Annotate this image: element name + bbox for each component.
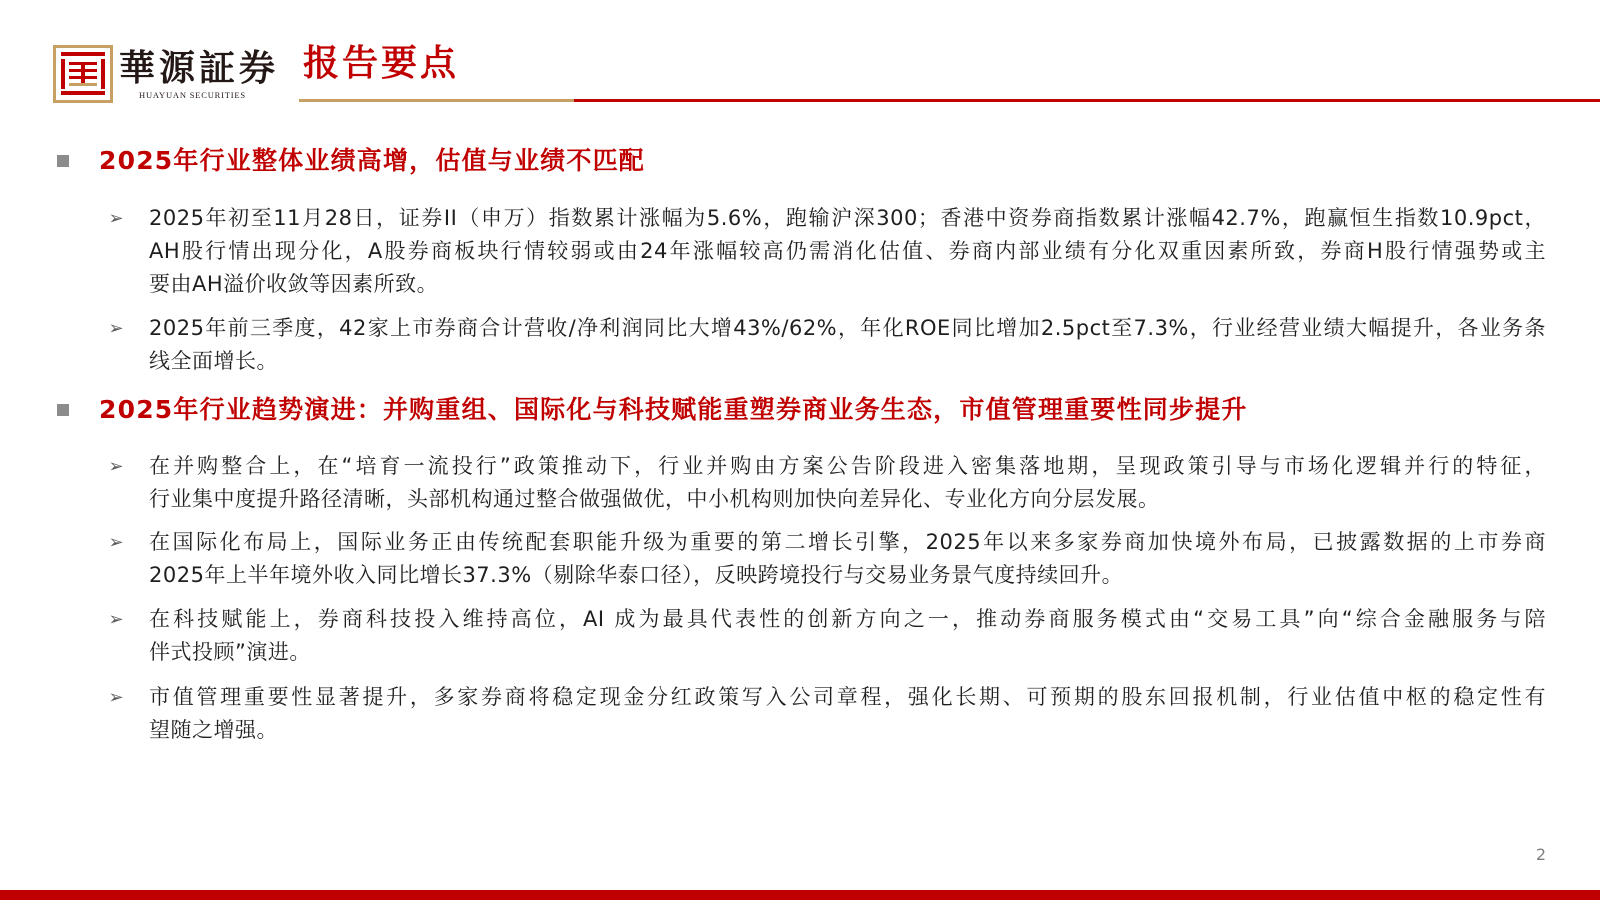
arrow-bullet-icon [104,681,128,714]
arrow-bullet-icon [104,450,128,483]
page-number: 2 [1535,845,1546,864]
header-divider-red [574,99,1600,102]
bullet-point [149,202,1546,301]
header-divider-gold [299,99,574,102]
bullet-line: 在科技赋能上，券商科技投入维持高位，AI 成为最具代表性的创新方向之一，推动券商服务模式由“交易工具”向“综合金融服务与陪 [149,606,1546,631]
bullet-line: 2025年上半年境外收入同比增长37.3%（剔除华泰口径），反映跨境投行与交易业务景气度持续回升。 [149,562,1124,587]
bullet-line: 望随之增强。 [149,717,278,742]
arrow-bullet-icon [104,202,128,235]
bullet-line: 伴式投顾”演进。 [149,639,311,664]
bullet-line: AH股行情出现分化，A股券商板块行情较弱或由24年涨幅较高仍需消化估值、券商内部业绩有分化双重因素所致，券商H股行情强势或主 [149,238,1546,263]
bullet-point [149,681,1546,747]
bullet-line: 2025年前三季度，42家上市券商合计营收/净利润同比大增43%/62%，年化ROE同比增加2.5pct至7.3%，行业经营业绩大幅提升，各业务条 [149,315,1546,340]
section-heading: 2025年行业整体业绩高增，估值与业绩不匹配 [99,146,645,175]
bullet-line: 在国际化布局上，国际业务正由传统配套职能升级为重要的第二增长引擎，2025年以来多家券商加快境外布局，已披露数据的上市券商 [149,529,1546,554]
logo-seal-icon [53,45,113,103]
bullet-point [149,450,1546,516]
footer-bar [0,890,1600,900]
square-bullet-icon [57,404,69,416]
company-logo-text: 華源証券 [119,47,280,89]
arrow-bullet-icon [104,526,128,559]
arrow-bullet-icon [104,312,128,345]
company-logo-subtext: HUAYUAN SECURITIES [139,90,246,100]
arrow-bullet-icon [104,603,128,636]
bullet-line: 线全面增长。 [149,348,278,373]
bullet-point [149,526,1546,592]
bullet-point [149,603,1546,669]
bullet-point [149,312,1546,378]
bullet-line: 市值管理重要性显著提升，多家券商将稳定现金分红政策写入公司章程，强化长期、可预期的股东回报机制，行业估值中枢的稳定性有 [149,684,1546,709]
bullet-line: 行业集中度提升路径清晰，头部机构通过整合做强做优，中小机构则加快向差异化、专业化方向分层发展。 [149,486,1160,511]
bullet-line: 要由AH溢价收敛等因素所致。 [149,271,439,296]
page-title: 报告要点 [303,43,460,84]
bullet-line: 2025年初至11月28日，证券II（申万）指数累计涨幅为5.6%，跑输沪深300；香港中资券商指数累计涨幅42.7%，跑赢恒生指数10.9pct， [149,205,1546,230]
bullet-line: 在并购整合上，在“培育一流投行”政策推动下，行业并购由方案公告阶段进入密集落地期，呈现政策引导与市场化逻辑并行的特征， [149,453,1546,478]
square-bullet-icon [57,155,69,167]
section-heading: 2025年行业趋势演进：并购重组、国际化与科技赋能重塑券商业务生态，市值管理重要性同步提升 [99,395,1248,424]
company-logo-emblem [53,45,113,103]
